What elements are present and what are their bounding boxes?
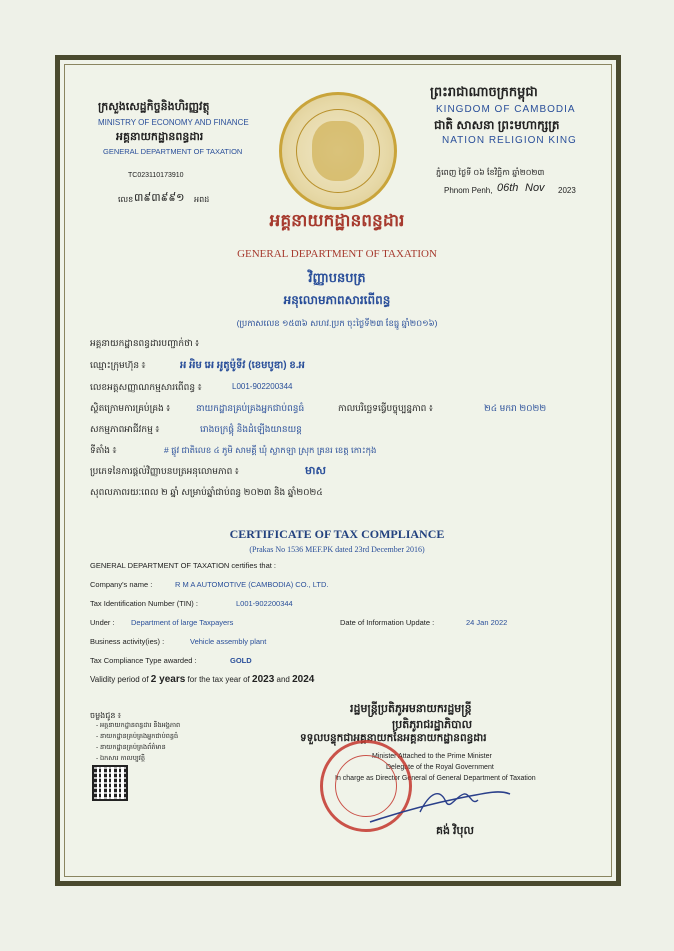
khmer-type-label: ប្រភេទនៃការផ្តល់វិញ្ញាបនបត្រអនុលោមភាព ៖ xyxy=(90,466,239,476)
motto-text: NATION RELIGION KING xyxy=(442,135,577,146)
distribution-item: - នាយកដ្ឋានគ្រប់គ្រងអ្នកជាប់ពន្ធធំ xyxy=(96,733,178,742)
khmer-validity: សុពលភាពរយៈពេល ២ ឆ្នាំ សម្រាប់ឆ្នាំជាប់ពន្ធ ២០២៣ និង ឆ្នាំ២០២៤ xyxy=(90,487,323,497)
khmer-activity-label: សកម្មភាពអាជីវកម្ម ៖ xyxy=(90,424,160,434)
company-value: R M A AUTOMOTIVE (CAMBODIA) CO., LTD. xyxy=(175,580,329,589)
under-label: Under : xyxy=(90,618,115,627)
khmer-date: ភ្នំពេញ ថ្ងៃទី ០៦ ខែវិច្ឆិកា ឆ្នាំ២០២៣ xyxy=(436,168,545,177)
khmer-office-label: ស្ថិតក្រោមការគ្រប់គ្រង ៖ xyxy=(90,403,171,413)
validity-text-2: for the tax year of xyxy=(187,675,250,684)
seal-emblem xyxy=(312,121,364,181)
under-value: Department of large Taxpayers xyxy=(131,618,234,627)
khmer-company-value: អ អិម អេ អូតូម៉ូទីវ (ខេមបូឌា) ខ.អ xyxy=(180,360,305,371)
khmer-prakas: (ប្រកាសលេខ ១៥៣៦ សហវ.ប្រក ចុះថ្ងៃទី២៣ ខែធ្នូ ឆ្នាំ២០១៦) xyxy=(236,318,438,328)
tin-value: L001-902200344 xyxy=(236,599,293,608)
date-day: 06th xyxy=(497,182,519,194)
khmer-update-label: កាលបរិច្ឆេទធ្វើបច្ចុប្បន្នភាព ៖ xyxy=(338,403,433,413)
khmer-type-value: មាស xyxy=(305,465,326,477)
khmer-activity-value: រោងចក្រផ្គុំ និងដំឡើងយានយន្ត xyxy=(200,424,302,434)
signature-khmer-title-1: រដ្ឋមន្រ្តីប្រតិភូអមនាយករដ្ឋមន្ត្រី xyxy=(350,703,472,715)
signatory-name: គង់ វិបុល xyxy=(436,825,474,837)
signature-khmer-title-2: ប្រតិភូរាជរដ្ឋាភិបាល xyxy=(392,719,473,731)
khmer-location-value: # ផ្លូវ ជាតិលេខ ៤ ភូមិ សាមគ្គី ឃុំ ស្លាកឡា ស្រុក គ្រនរ ខេត្ត កោះកុង xyxy=(164,445,377,455)
khmer-update-value: ២៤ មករា ២០២២ xyxy=(484,403,547,413)
khmer-cert-subtitle: អនុលោមភាពសារពើពន្ធ xyxy=(283,293,391,307)
number-label: លេខ xyxy=(118,195,134,204)
qr-code[interactable] xyxy=(92,765,128,801)
government-seal xyxy=(279,92,397,210)
validity-year-2: 2024 xyxy=(292,674,315,685)
tin-label: Tax Identification Number (TIN) : xyxy=(90,599,198,608)
kingdom-name: KINGDOM OF CAMBODIA xyxy=(436,104,576,115)
certificate-title: CERTIFICATE OF TAX COMPLIANCE xyxy=(229,527,445,541)
update-label: Date of Information Update : xyxy=(340,618,435,627)
distribution-title: ចម្លងជូន ៖ xyxy=(90,711,122,720)
distribution-item: - ឯកសារ កាលប្បវត្តិ xyxy=(96,755,145,764)
type-label: Tax Compliance Type awarded : xyxy=(90,656,197,665)
khmer-tin-label: លេខអត្តសញ្ញាណកម្មសារពើពន្ធ ៖ xyxy=(90,382,202,392)
validity-line xyxy=(90,674,314,685)
khmer-intro: អគ្គនាយកដ្ឋានពន្ធដារបញ្ជាក់ថា ៖ xyxy=(90,338,200,348)
date-year: 2023 xyxy=(558,186,576,195)
date-city: Phnom Penh, xyxy=(444,186,493,195)
department-name: GENERAL DEPARTMENT OF TAXATION xyxy=(103,147,243,156)
validity-text-1: Validity period of xyxy=(90,675,149,684)
type-value: GOLD xyxy=(230,656,252,665)
khmer-tin-value: L001-902200344 xyxy=(232,382,293,391)
number-suffix: អពដ xyxy=(194,195,210,204)
distribution-item: - នាយកដ្ឋានគ្រប់គ្រងព័ត៌មាន xyxy=(96,744,166,753)
title-gdt: GENERAL DEPARTMENT OF TAXATION xyxy=(237,248,437,260)
khmer-office-value: នាយកដ្ឋានគ្រប់គ្រងអ្នកជាប់ពន្ធធំ xyxy=(196,403,305,413)
ministry-name: MINISTRY OF ECONOMY AND FINANCE xyxy=(98,118,249,127)
khmer-department: អគ្គនាយកដ្ឋានពន្ធដារ xyxy=(116,131,204,143)
signature-khmer-title-3: ទទួលបន្ទុកជាអគ្គនាយកនៃអគ្គនាយកដ្ឋានពន្ធដារ xyxy=(300,732,487,744)
number-value: ៣៩៣៩៩១ xyxy=(134,192,185,204)
signature-title-3: In charge as Director General of General Department of Taxation xyxy=(335,775,536,782)
khmer-location-label: ទីតាំង ៖ xyxy=(90,445,117,455)
khmer-ministry: ក្រសួងសេដ្ឋកិច្ចនិងហិរញ្ញវត្ថុ xyxy=(98,101,210,113)
validity-and: and xyxy=(276,675,290,684)
english-intro: GENERAL DEPARTMENT OF TAXATION certifies that : xyxy=(90,561,277,570)
reference-code: TC023110173910 xyxy=(128,172,184,179)
khmer-kingdom: ព្រះរាជាណាចក្រកម្ពុជា xyxy=(430,84,538,99)
company-label: Company's name : xyxy=(90,580,153,589)
signature-title-2: Delegate of the Royal Government xyxy=(386,764,494,771)
validity-year-1: 2023 xyxy=(252,674,275,685)
certificate-subtitle: (Prakas No 1536 MEF.PK dated 23rd December 2016) xyxy=(249,545,425,554)
validity-years: 2 years xyxy=(150,674,186,685)
distribution-item: - អគ្គនាយកដ្ឋានពន្ធដារ និងអង្គភាព xyxy=(96,722,180,731)
activity-label: Business activity(ies) : xyxy=(90,637,165,646)
signature-title-1: Minister Attached to the Prime Minister xyxy=(372,753,492,760)
khmer-motto: ជាតិ សាសនា ព្រះមហាក្សត្រ xyxy=(434,118,560,132)
date-month: Nov xyxy=(525,182,545,194)
update-value: 24 Jan 2022 xyxy=(466,618,508,627)
khmer-cert-title: វិញ្ញាបនបត្រ xyxy=(308,270,366,285)
khmer-title-gdt: អគ្គនាយកដ្ឋានពន្ធដារ xyxy=(269,211,405,230)
activity-value: Vehicle assembly plant xyxy=(190,637,267,646)
khmer-company-label: ឈ្មោះក្រុមហ៊ុន ៖ xyxy=(90,360,146,370)
